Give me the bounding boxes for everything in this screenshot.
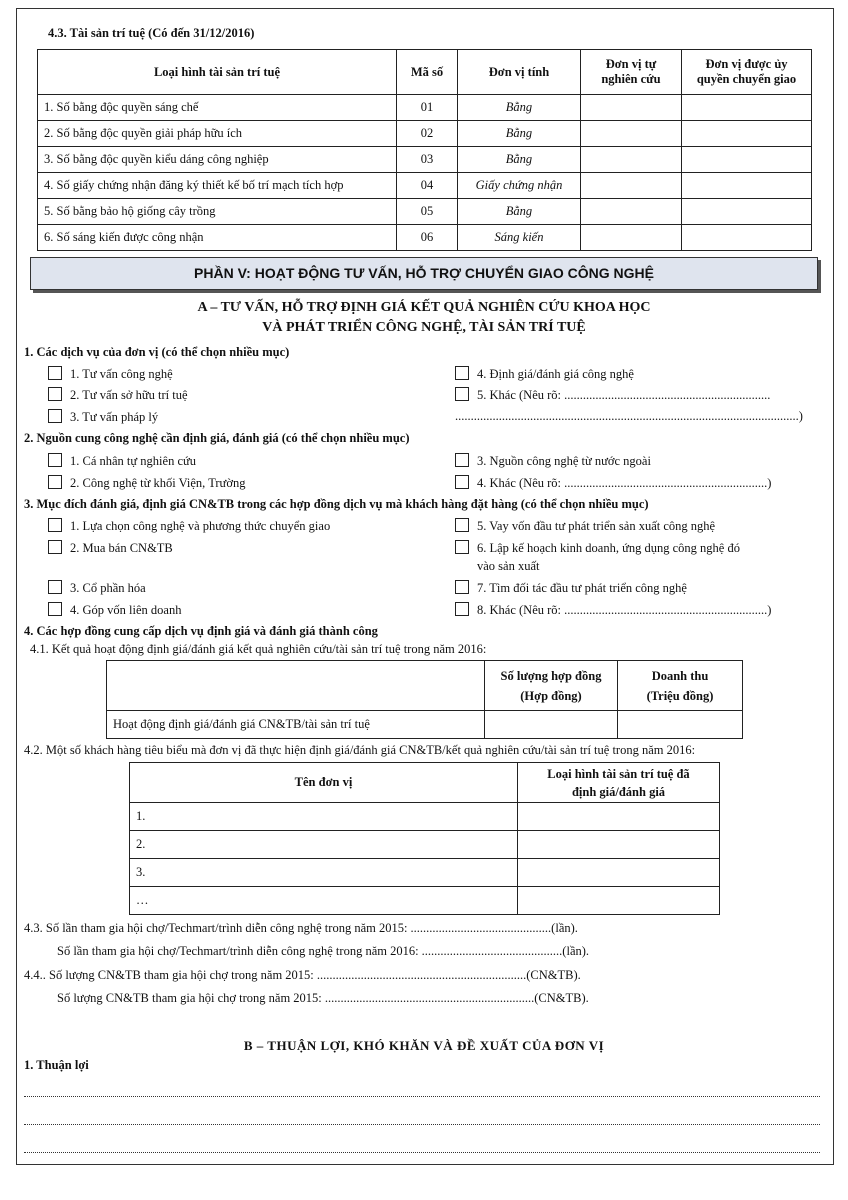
table-row xyxy=(130,859,720,887)
option-label: 7. Tìm đối tác đầu tư phát triển công nghệ xyxy=(477,581,687,595)
table-row xyxy=(38,121,812,147)
checkbox[interactable] xyxy=(48,366,62,380)
ip-cell-self[interactable] xyxy=(581,173,682,199)
ip-cell-code: 02 xyxy=(397,121,458,147)
ip-cell-unit: Giấy chứng nhận xyxy=(458,173,581,199)
ip-cell-authorized[interactable] xyxy=(682,147,812,173)
option-label: 4. Định giá/đánh giá công nghệ xyxy=(477,367,634,381)
ip-cell-code: 05 xyxy=(397,199,458,225)
ip-cell-unit: Bằng xyxy=(458,199,581,225)
ip-cell-self[interactable] xyxy=(581,199,682,225)
checkbox[interactable] xyxy=(455,518,469,532)
q1-title: 1. Các dịch vụ của đơn vị (có thể chọn nhiều mục) xyxy=(24,345,290,359)
q2-title: 2. Nguồn cung công nghệ cần định giá, đánh giá (có thể chọn nhiều mục) xyxy=(24,431,410,445)
table-row xyxy=(38,147,812,173)
checkbox[interactable] xyxy=(48,387,62,401)
ip-cell-unit: Bằng xyxy=(458,95,581,121)
q4-title: 4. Các hợp đồng cung cấp dịch vụ định giá và đánh giá thành công xyxy=(24,624,378,638)
ip-cell-self[interactable] xyxy=(581,121,682,147)
part5-banner: PHẦN V: HOẠT ĐỘNG TƯ VẤN, HỖ TRỢ CHUYỂN GIAO CÔNG NGHỆ xyxy=(30,257,818,290)
answer-line[interactable] xyxy=(24,1124,820,1125)
checkbox[interactable] xyxy=(48,602,62,616)
empty-header xyxy=(107,661,485,711)
ip-cell-authorized[interactable] xyxy=(682,121,812,147)
client-asset-cell[interactable] xyxy=(518,831,720,859)
checkbox[interactable] xyxy=(48,540,62,554)
checkbox[interactable] xyxy=(48,453,62,467)
table-row xyxy=(130,831,720,859)
client-name-cell[interactable]: 2. xyxy=(130,831,518,859)
ip-cell-type: 1. Số bằng độc quyền sáng chế xyxy=(38,95,397,121)
option-label: 3. Tư vấn pháp lý xyxy=(70,410,159,424)
option-label: 2. Mua bán CN&TB xyxy=(70,541,173,555)
option-label: 5. Vay vốn đầu tư phát triển sản xuất công nghệ xyxy=(477,519,716,533)
checkbox[interactable] xyxy=(48,518,62,532)
option-label: 8. Khác (Nêu rõ: .................................................................) xyxy=(477,603,772,617)
table-row xyxy=(38,95,812,121)
option-label: 2. Tư vấn sở hữu trí tuệ xyxy=(70,388,188,402)
answer-line[interactable] xyxy=(24,1096,820,1097)
q2-option-4[interactable] xyxy=(455,475,771,491)
table-row xyxy=(107,711,743,739)
asset-type-header xyxy=(518,763,720,803)
checkbox[interactable] xyxy=(48,409,62,423)
option-label: 4. Góp vốn liên doanh xyxy=(70,603,182,617)
q2-option-1[interactable] xyxy=(48,453,196,469)
ip-cell-type: 2. Số bằng độc quyền giải pháp hữu ích xyxy=(38,121,397,147)
q1-option-5-continuation[interactable]: ..............................................................................................................) xyxy=(455,409,803,423)
ip-header-unit: Đơn vị tính xyxy=(458,50,581,95)
q1-option-2[interactable] xyxy=(48,387,188,403)
ip-cell-code: 01 xyxy=(397,95,458,121)
ip-cell-authorized[interactable] xyxy=(682,199,812,225)
q1-option-3[interactable] xyxy=(48,409,158,425)
tech-count-line-1[interactable]: 4.4.. Số lượng CN&TB tham gia hội chợ trong năm 2015: ...................................................................(CN&TB). xyxy=(24,968,581,982)
table-row xyxy=(38,173,812,199)
q3-option-8[interactable] xyxy=(455,602,771,618)
activity-cell: Hoạt động định giá/đánh giá CN&TB/tài sản trí tuệ xyxy=(107,711,485,739)
ip-header-self: Đơn vị tự nghiên cứu xyxy=(581,50,682,95)
ip-cell-authorized[interactable] xyxy=(682,173,812,199)
q3-option-3[interactable] xyxy=(48,580,146,596)
answer-line[interactable] xyxy=(24,1152,820,1153)
q3-title: 3. Mục đích đánh giá, định giá CN&TB trong các hợp đồng dịch vụ mà khách hàng đặt hàng (có thể chọn nhiều mục) xyxy=(24,497,649,511)
client-asset-cell[interactable] xyxy=(518,803,720,831)
checkbox[interactable] xyxy=(455,366,469,380)
option-label: 1. Lựa chọn công nghệ và phương thức chuyển giao xyxy=(70,519,331,533)
contract-results-table xyxy=(106,660,743,739)
contracts-input-cell[interactable] xyxy=(485,711,618,739)
ip-header-code: Mã số xyxy=(397,50,458,95)
ip-cell-type: 3. Số bằng độc quyền kiểu dáng công nghiệp xyxy=(38,147,397,173)
q4-2-label: 4.2. Một số khách hàng tiêu biểu mà đơn vị đã thực hiện định giá/đánh giá CN&TB/kết quả nghiên cứu/tài sản trí tuệ trong năm 2016: xyxy=(24,743,696,757)
option-label: 6. Lập kế hoạch kinh doanh, ứng dụng công nghệ đó xyxy=(477,541,740,555)
fair-count-2016[interactable]: Số lần tham gia hội chợ/Techmart/trình diễn công nghệ trong năm 2016: .............................................(lần). xyxy=(57,944,590,958)
client-asset-cell[interactable] xyxy=(518,887,720,915)
q3-option-6[interactable] xyxy=(455,540,740,556)
contracts-header-label: Số lượng hợp đồng xyxy=(500,668,602,683)
section-b-title: B – THUẬN LỢI, KHÓ KHĂN VÀ ĐỀ XUẤT CỦA ĐƠN VỊ xyxy=(243,1038,605,1053)
q2-option-3[interactable] xyxy=(455,453,651,469)
q3-option-1[interactable] xyxy=(48,518,330,534)
section-a-title-2: VÀ PHÁT TRIỂN CÔNG NGHỆ, TÀI SẢN TRÍ TUỆ xyxy=(262,320,586,335)
checkbox[interactable] xyxy=(455,580,469,594)
ip-cell-code: 03 xyxy=(397,147,458,173)
ip-cell-self[interactable] xyxy=(581,147,682,173)
ip-cell-unit: Bằng xyxy=(458,121,581,147)
q1-option-1[interactable] xyxy=(48,366,173,382)
checkbox[interactable] xyxy=(455,453,469,467)
option-label: 2. Công nghệ từ khối Viện, Trường xyxy=(70,476,246,490)
client-name-cell[interactable]: … xyxy=(130,887,518,915)
option-label: 3. Cổ phần hóa xyxy=(70,581,146,595)
q3-option-6-continuation: vào sản xuất xyxy=(477,559,540,573)
q3-option-2[interactable] xyxy=(48,540,173,556)
ip-cell-type: 5. Số bằng bảo hộ giống cây trồng xyxy=(38,199,397,225)
unit-name-header: Tên đơn vị xyxy=(130,763,518,803)
asset-type-header-line1: Loại hình tài sản trí tuệ đã xyxy=(547,766,690,781)
q1-option-5[interactable] xyxy=(455,387,770,403)
q2-option-2[interactable] xyxy=(48,475,245,491)
clients-table xyxy=(129,762,720,915)
ip-section-title: 4.3. Tài sản trí tuệ (Có đến 31/12/2016) xyxy=(48,26,255,40)
table-row xyxy=(38,225,812,251)
fair-count-2015[interactable]: 4.3. Số lần tham gia hội chợ/Techmart/trình diễn công nghệ trong năm 2015: .............................................(lần). xyxy=(24,921,578,935)
revenue-input-cell[interactable] xyxy=(618,711,743,739)
checkbox[interactable] xyxy=(455,387,469,401)
option-label: 1. Cá nhân tự nghiên cứu xyxy=(70,454,197,468)
ip-table xyxy=(37,49,812,251)
ip-cell-authorized[interactable] xyxy=(682,225,812,251)
q4-1-label: 4.1. Kết quả hoạt động định giá/đánh giá kết quả nghiên cứu/tài sản trí tuệ trong năm 2016: xyxy=(30,642,487,656)
client-name-cell[interactable]: 1. xyxy=(130,803,518,831)
table-row xyxy=(130,887,720,915)
table-row xyxy=(38,199,812,225)
checkbox[interactable] xyxy=(455,540,469,554)
checkbox[interactable] xyxy=(455,475,469,489)
q1-option-4[interactable] xyxy=(455,366,634,382)
checkbox[interactable] xyxy=(48,475,62,489)
ip-cell-authorized[interactable] xyxy=(682,95,812,121)
ip-cell-type: 6. Số sáng kiến được công nhận xyxy=(38,225,397,251)
asset-type-header-line2: định giá/đánh giá xyxy=(571,784,666,799)
client-name-cell[interactable]: 3. xyxy=(130,859,518,887)
checkbox[interactable] xyxy=(48,580,62,594)
section-a-title-1: A – TƯ VẤN, HỖ TRỢ ĐỊNH GIÁ KẾT QUẢ NGHIÊN CỨU KHOA HỌC xyxy=(197,300,651,315)
revenue-header xyxy=(618,661,743,711)
option-label: 3. Nguồn công nghệ từ nước ngoài xyxy=(477,454,651,468)
ip-cell-unit: Bằng xyxy=(458,147,581,173)
tech-count-line-2[interactable]: Số lượng CN&TB tham gia hội chợ trong năm 2015: ...................................................................(CN&TB). xyxy=(57,991,589,1005)
ip-cell-self[interactable] xyxy=(581,225,682,251)
revenue-header-label: Doanh thu xyxy=(651,668,709,683)
option-label: 5. Khác (Nêu rõ: .................................................................. xyxy=(477,388,771,402)
advantages-label: 1. Thuận lợi xyxy=(24,1058,89,1072)
table-row xyxy=(130,803,720,831)
ip-cell-type: 4. Số giấy chứng nhận đăng ký thiết kế bố trí mạch tích hợp xyxy=(38,173,397,199)
q3-option-5[interactable] xyxy=(455,518,715,534)
ip-cell-code: 04 xyxy=(397,173,458,199)
ip-header-type: Loại hình tài sản trí tuệ xyxy=(38,50,397,95)
contracts-header-unit: (Hợp đồng) xyxy=(520,688,582,703)
revenue-header-unit: (Triệu đồng) xyxy=(646,688,714,703)
ip-cell-code: 06 xyxy=(397,225,458,251)
ip-cell-self[interactable] xyxy=(581,95,682,121)
q3-option-4[interactable] xyxy=(48,602,181,618)
option-label: 4. Khác (Nêu rõ: .................................................................) xyxy=(477,476,772,490)
checkbox[interactable] xyxy=(455,602,469,616)
q3-option-7[interactable] xyxy=(455,580,687,596)
option-label: 1. Tư vấn công nghệ xyxy=(70,367,173,381)
contracts-header xyxy=(485,661,618,711)
ip-cell-unit: Sáng kiến xyxy=(458,225,581,251)
client-asset-cell[interactable] xyxy=(518,859,720,887)
ip-header-authorized: Đơn vị được ủy quyền chuyển giao xyxy=(682,50,812,95)
